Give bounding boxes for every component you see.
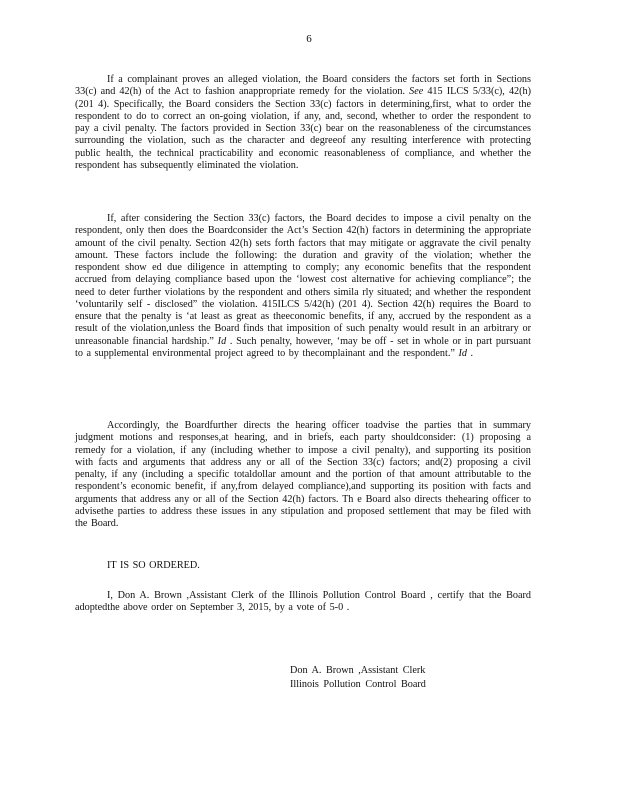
order-statement: IT IS SO ORDERED. (107, 560, 200, 571)
paragraph-civil-penalty-text-a: If, after considering the Section 33(c) factors, the Board decides to impose a civil penalty on the respondent, only then does the Boardconsider the Act’s Section 42(h) factors in determining the appropriate amount of the civil penalty. Section 42(h) sets forth factors that may mitigate or aggravate the civil penalty amount. These factors include the following: the duration and gravity of the violation; whether the respondent show ed due diligence in attempting to comply; any economic benefits that the respondent accrued from delaying compliance based upon the ‘lowest cost alternative for achieving compliance”; the need to deter further violations by the respondent and others simila rly situated; and whether the respondent ‘voluntarily self - disclosed” the violation. 415ILCS 5/42(h) (201 4). Section 42(h) requires the Board to ensure that the penalty is ‘at least as great as theeconomic benefits, if any, accrued by the respondent as a result of the violation,unless the Board finds that imposition of such penalty would result in an arbitrary or unreasonable financial hardship.” (75, 213, 531, 347)
page-number: 6 (306, 33, 312, 45)
paragraph-remedy-factors-text-b: 415 ILCS 5/33(c), 42(h) (201 4). Specifically, the Board considers the Section 33(c) factors in determining,first, what to order the respondent to do to correct an on-going violation, if any, and, second, whether to order the respondent to pay a civil penalty. The factors provided in Section 33(c) bear on the reasonableness of the circumstances surrounding the violation, such as the character and degreeof any resulting interference with protecting public health, the technical practicability and economic reasonableness of compliance, and whether the respondent has subsequently eliminated the violation. (75, 86, 532, 171)
paragraph-civil-penalty (75, 213, 531, 360)
signature-title: Illinois Pollution Control Board (290, 679, 426, 690)
citation-id: Id (217, 335, 227, 347)
citation-see: See (409, 86, 424, 98)
paragraph-civil-penalty-text-b: . Such penalty, however, ‘may be off - set in whole or in part pursuant to a supplemental environmental project agreed to by thecomplainant and the respondent.” (75, 335, 531, 359)
paragraph-hearing-directions: Accordingly, the Boardfurther directs the hearing officer toadvise the parties that in summary judgment motions and responses,at hearing, and in briefs, each party shouldconsider: (1) proposing a remedy for a violation, if any (including whether to impose a civil penalty), and supporting its position with facts and arguments that address any or all of the Section 33(c) factors; and(2) proposing a civil penalty, if any (including a specific totaldollar amount and the portion of that amount attributable to the respondent’s economic benefit, if any,from delayed compliance),and supporting its position with facts and arguments that address any or all of the Section 42(h) factors. Th e Board also directs thehearing officer to advisethe parties to address these issues in any stipulation and proposed settlement that may be filed with the Board. (75, 420, 531, 529)
paragraph-civil-penalty-text-c: . (466, 347, 474, 359)
paragraph-remedy-factors-text-a: If a complainant proves an alleged violation, the Board considers the factors set forth in Sections 33(c) and 42(h) of the Act to fashion anappropriate remedy for the violation. (75, 74, 531, 98)
signature-name: Don A. Brown ,Assistant Clerk (290, 665, 426, 676)
certification-paragraph: I, Don A. Brown ,Assistant Clerk of the Illinois Pollution Control Board , certify that the Board adoptedthe above order on September 3, 2015, by a vote of 5-0 . (75, 590, 531, 614)
paragraph-remedy-factors (75, 74, 531, 172)
citation-id: Id (458, 347, 467, 359)
